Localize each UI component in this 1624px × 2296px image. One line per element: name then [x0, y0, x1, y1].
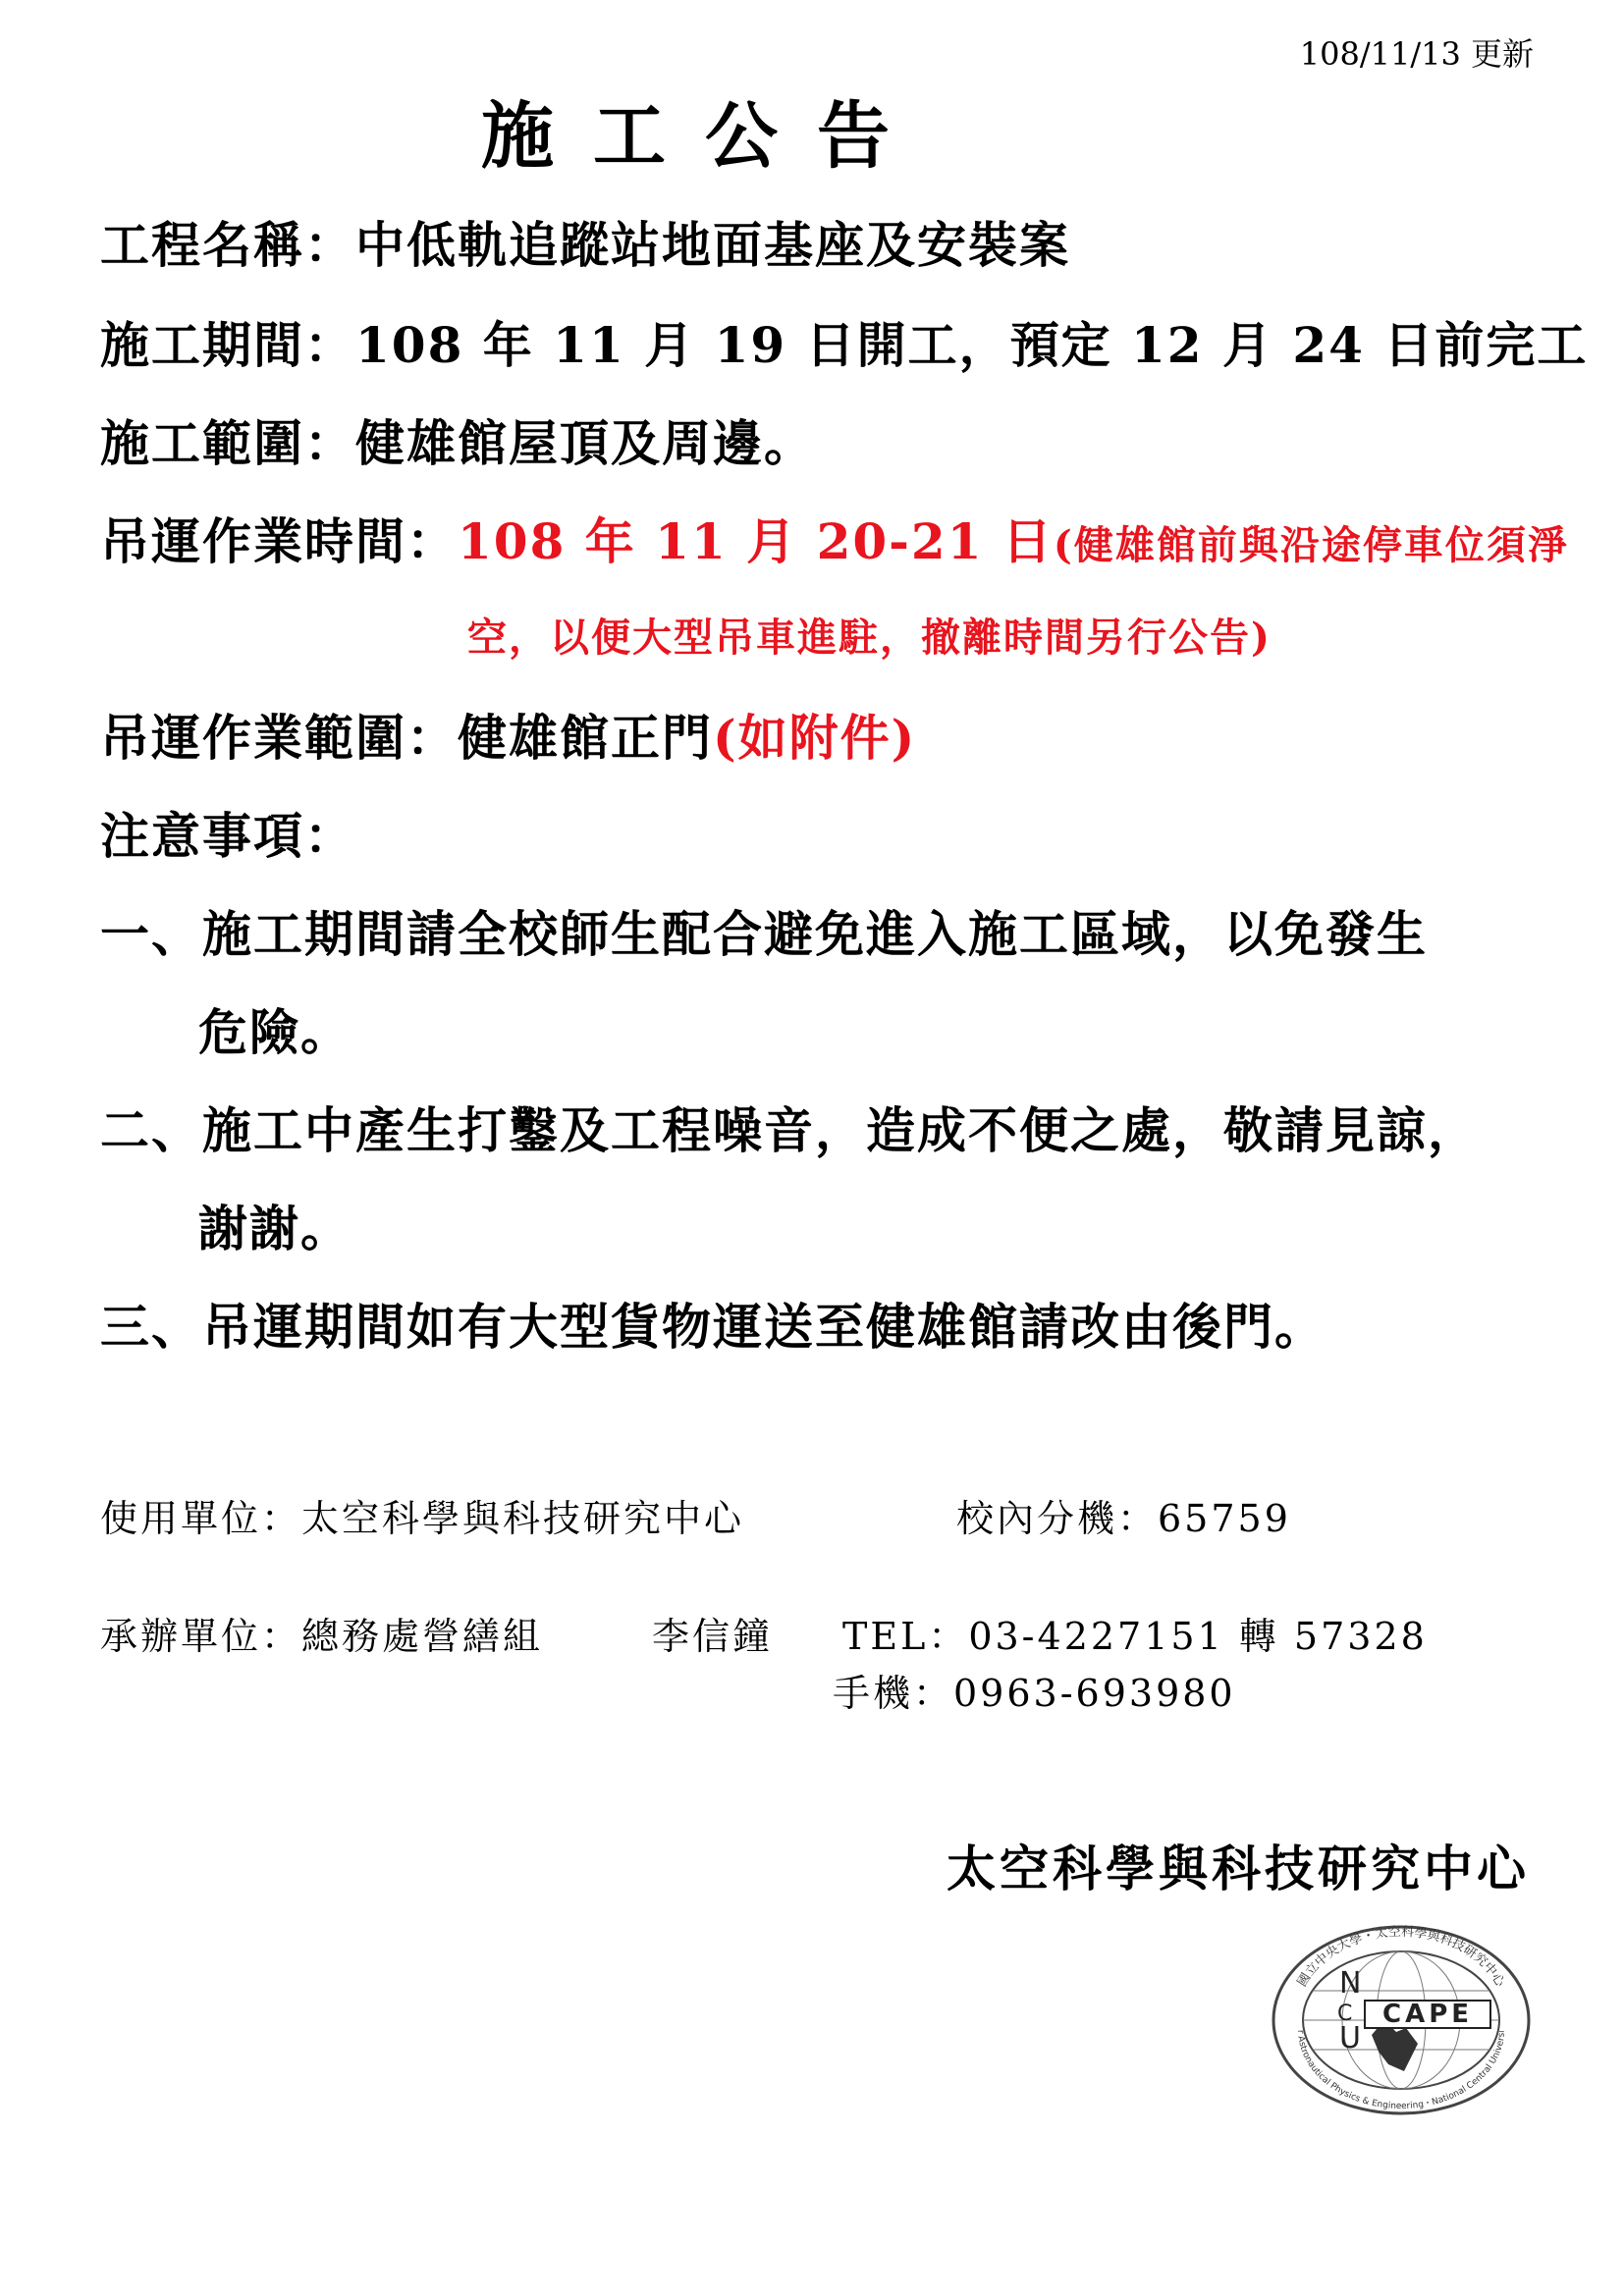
project-name-value: 中低軌追蹤站地面基座及安裝案: [355, 216, 1070, 274]
seal-letter-c: C: [1337, 2002, 1353, 2026]
svg-text:國立中央大學・太空科學與科技研究中心: [1295, 1924, 1508, 1991]
note-item-2-cont: 謝謝。: [198, 1200, 352, 1257]
seal-outer-text: 國立中央大學・太空科學與科技研究中心: [1294, 1924, 1508, 1990]
lift-scope-value: 健雄館正門: [458, 709, 713, 767]
lift-time-label: 吊運作業時間：: [100, 512, 458, 570]
signature-organization: 太空科學與科技研究中心: [947, 1840, 1530, 1897]
seal-letter-n: N: [1339, 1966, 1362, 2001]
notes-heading: 注意事項：: [100, 807, 355, 865]
note-item-1: 一、施工期間請全校師生配合避免進入施工區域，以免發生: [100, 905, 1428, 963]
lift-scope-note: (如附件): [713, 709, 917, 767]
construction-scope-value: 健雄館屋頂及周邊。: [355, 414, 815, 472]
page-title: 施工公告: [481, 94, 929, 179]
seal-icon: [1269, 1922, 1534, 2118]
construction-period-line: [100, 306, 1588, 377]
lift-scope-label: 吊運作業範圍：: [100, 709, 458, 767]
note-item-1-cont: 危險。: [198, 1003, 352, 1061]
seal-logo: [1269, 1922, 1534, 2122]
lift-time-value: 108 年 11 月 20-21 日: [458, 512, 1054, 570]
project-name-label: 工程名稱：: [100, 216, 355, 274]
seal-inner-text: r Astronautical Physics & Engineering・National Central Universi: [1294, 2029, 1508, 2112]
lift-scope-line: [100, 699, 916, 770]
lift-time-line: [100, 503, 1569, 573]
construction-scope-label: 施工範圍：: [100, 414, 355, 472]
contact-tel: TEL：03-4227151 轉 57328: [842, 1615, 1428, 1658]
note-item-2: 二、施工中產生打鑿及工程噪音，造成不便之處，敬請見諒，: [100, 1101, 1479, 1159]
construction-scope-line: [100, 404, 815, 475]
contact-person: 李信鐘: [652, 1615, 774, 1658]
construction-period-label: 施工期間：: [100, 316, 355, 374]
updated-date: 108/11/13 更新: [1299, 35, 1534, 73]
contact-mobile: 手機：0963-693980: [833, 1672, 1236, 1715]
user-unit: 使用單位：太空科學與科技研究中心: [100, 1497, 745, 1540]
seal-letter-u: U: [1339, 2021, 1361, 2056]
note-item-3: 三、吊運期間如有大型貨物運送至健雄館請改由後門。: [100, 1298, 1326, 1356]
lift-time-note-2: 空，以便大型吊車進駐，撤離時間另行公告): [467, 614, 1272, 661]
lift-time-note-1: (健雄館前與沿途停車位須淨: [1053, 522, 1569, 568]
extension-number: 校內分機：65759: [956, 1497, 1291, 1540]
project-name-line: [100, 206, 1070, 277]
construction-period-value: 108 年 11 月 19 日開工，預定 12 月 24 日前完工: [355, 316, 1589, 374]
seal-logo-text: CAPE: [1381, 2000, 1474, 2029]
organizer-unit: 承辦單位：總務處營繕組: [100, 1615, 544, 1658]
